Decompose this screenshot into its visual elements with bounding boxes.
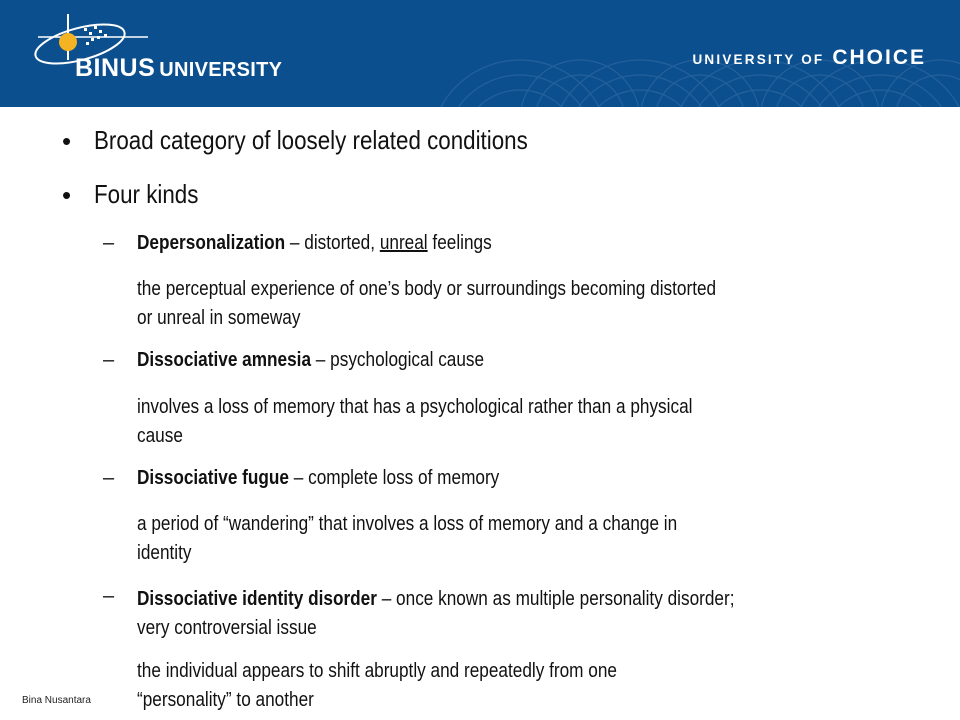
kind-summary: very controversial issue (137, 617, 317, 639)
kind-summary: distorted, (304, 232, 380, 254)
kind-separator: – (311, 349, 331, 371)
kind-term: Dissociative identity disorder (137, 588, 377, 610)
bullet-dot: • (62, 126, 72, 156)
sub-bullet-dash: – (103, 349, 115, 371)
kind-separator: – (376, 588, 397, 610)
kind-depersonalization (137, 232, 492, 255)
sub-bullet-dash: – (103, 232, 115, 254)
kind-term: Dissociative amnesia (137, 349, 312, 371)
kind-description (137, 393, 692, 451)
description-line: the perceptual experience of one’s body or surroundings becoming distorted (137, 278, 717, 300)
bullet-broad-category: Broad category of loosely related conditions (94, 125, 528, 155)
bullet-dot: • (62, 180, 72, 210)
brand-name: BINUS (75, 54, 156, 82)
kind-separator: – (285, 232, 305, 254)
kind-dissociative-fugue (137, 467, 499, 490)
kind-summary: complete loss of memory (308, 467, 500, 489)
kind-description (137, 657, 617, 715)
description-line: “personality” to another (137, 689, 314, 711)
tagline-emphasis: CHOICE (832, 46, 926, 69)
bullet-four-kinds: Four kinds (94, 179, 199, 209)
description-line: cause (137, 425, 183, 447)
kind-summary-underlined: unreal (379, 232, 428, 254)
kind-term: Dissociative fugue (137, 467, 289, 489)
description-line: involves a loss of memory that has a psychological rather than a physical (137, 396, 693, 418)
kind-separator: – (288, 467, 309, 489)
kind-summary: once known as multiple personality disorder; (396, 588, 735, 610)
kind-summary: feelings (427, 232, 492, 254)
description-line: or unreal in someway (137, 307, 301, 329)
kind-description (137, 510, 677, 568)
description-line: the individual appears to shift abruptly and repeatedly from one (137, 660, 617, 682)
kind-dissociative-amnesia (137, 349, 484, 372)
description-line: a period of “wandering” that involves a loss of memory and a change in (137, 513, 678, 535)
sub-bullet-dash: – (103, 467, 115, 489)
tagline-prefix: UNIVERSITY OF (692, 52, 825, 67)
kind-dissociative-identity-disorder (137, 585, 735, 643)
footer-label: Bina Nusantara (22, 695, 91, 706)
brand-suffix: UNIVERSITY (159, 59, 283, 81)
sub-bullet-dash: – (103, 585, 115, 607)
kind-summary: psychological cause (330, 349, 485, 371)
kind-description (137, 275, 716, 333)
kind-term: Depersonalization (137, 232, 286, 254)
description-line: identity (137, 542, 192, 564)
